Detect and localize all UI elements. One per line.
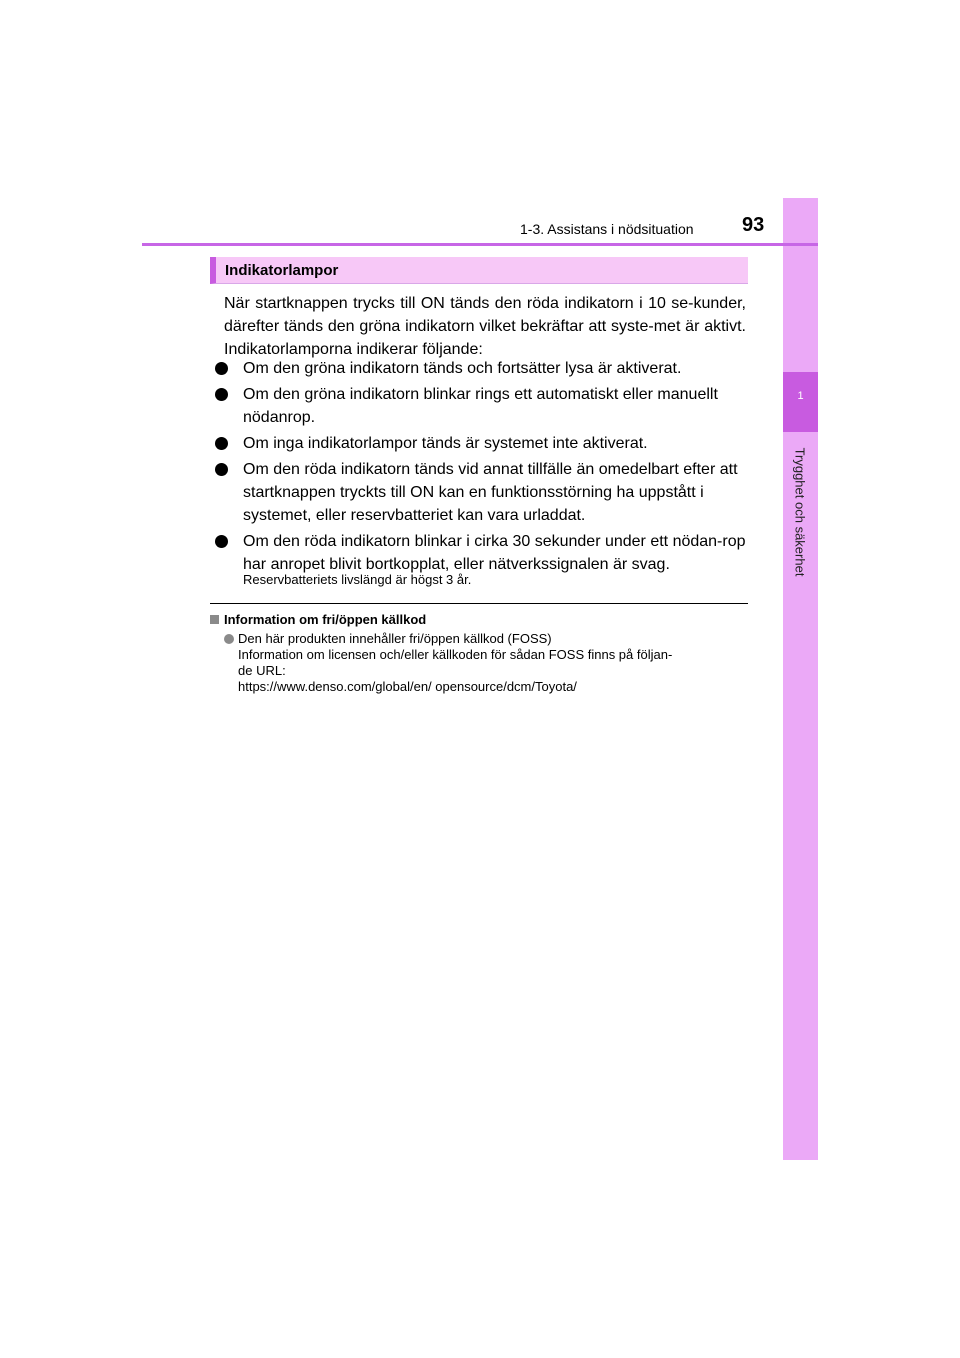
list-item-text: Om inga indikatorlampor tänds är systemet inte aktiverat.	[243, 435, 648, 452]
info-title	[210, 612, 426, 627]
bullet-icon	[215, 388, 228, 401]
list-item	[212, 357, 746, 380]
info-line: Information om licensen och/eller källkoden för sådan FOSS finns på följan-	[238, 647, 673, 662]
chapter-title: Trygghet och säkerhet	[792, 447, 808, 577]
intro-paragraph: När startknappen trycks till ON tänds den röda indikatorn i 10 se-kunder, därefter tänds den gröna indikatorn vilket bekräftar att syste-met är aktivt. Indikatorlamporna indikerar följande:	[224, 295, 746, 358]
chapter-number: 1	[797, 390, 804, 402]
bullet-icon	[224, 634, 234, 644]
list-item-text: Om den gröna indikatorn blinkar rings ett automatiskt eller manuellt nödanrop.	[243, 386, 718, 426]
section-divider	[210, 603, 748, 604]
header-divider	[142, 243, 818, 246]
list-item-text: Om den röda indikatorn tänds vid annat tillfälle än omedelbart efter att startknappen tryckts till ON kan en funktionsstörning ha uppstått i systemet, eller reservbatteriet kan vara urladdat.	[243, 461, 738, 524]
header-section-title: 1-3. Assistans i nödsituation	[520, 221, 694, 237]
list-item	[212, 458, 746, 527]
info-title-text: Information om fri/öppen källkod	[224, 612, 427, 627]
bullet-icon	[215, 463, 228, 476]
list-item-text: Om den röda indikatorn blinkar i cirka 30 sekunder under ett nödan-rop har anropet blivit bortkopplat, eller nätverkssignalen är svag.	[243, 533, 746, 573]
list-item-text: Om den gröna indikatorn tänds och fortsätter lysa är aktiverat.	[243, 360, 682, 377]
info-line: de URL:	[238, 663, 286, 678]
battery-note: Reservbatteriets livslängd är högst 3 år.	[243, 572, 472, 587]
list-item	[212, 383, 746, 429]
chapter-side-tab-active	[783, 372, 818, 432]
info-url: https://www.denso.com/global/en/ opensource/dcm/Toyota/	[238, 679, 577, 694]
info-item	[224, 631, 750, 695]
section-heading-text: Indikatorlampor	[225, 262, 339, 279]
list-item	[212, 530, 746, 576]
bullet-icon	[215, 362, 228, 375]
section-heading	[210, 257, 748, 284]
bullet-icon	[215, 535, 228, 548]
chapter-side-tab	[783, 198, 818, 1160]
list-item	[212, 432, 746, 455]
indicator-list	[212, 357, 746, 579]
bullet-icon	[215, 437, 228, 450]
info-line: Den här produkten innehåller fri/öppen källkod (FOSS)	[238, 631, 552, 646]
square-bullet-icon	[210, 615, 219, 624]
page-number: 93	[742, 214, 765, 236]
